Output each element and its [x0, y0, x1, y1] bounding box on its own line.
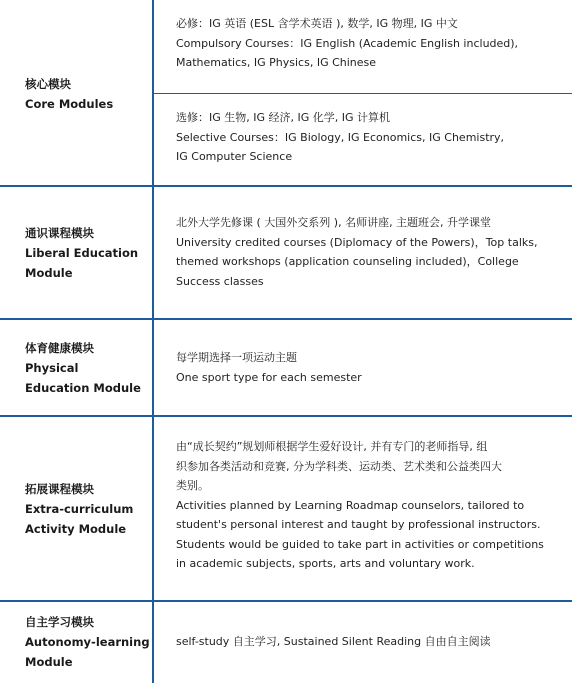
module-name-en: Module: [25, 266, 73, 280]
module-name-zh: 体育健康模块: [25, 341, 94, 355]
content-line: Students would be guided to take part in activities or competitions: [176, 537, 544, 551]
content-line: in academic subjects, sports, arts and voluntary work.: [176, 557, 475, 570]
module-name-en: Module: [25, 655, 73, 669]
content-line: 类别。: [176, 479, 209, 492]
module-name-zh: 通识课程模块: [25, 226, 94, 240]
content-line: 选修：IG 生物, IG 经济, IG 化学, IG 计算机: [176, 111, 391, 124]
module-content-extracurricular: [176, 437, 562, 574]
module-name-zh: 自主学习模块: [25, 615, 94, 629]
content-line: student's personal interest and taught by professional instructors.: [176, 518, 541, 531]
content-line: Success classes: [176, 274, 264, 288]
module-name-en: Physical: [25, 361, 79, 375]
content-line: 织参加各类活动和竞赛, 分为学科类、运动类、艺术类和公益类四大: [176, 459, 502, 473]
module-name-en: Activity Module: [25, 522, 127, 536]
module-label-liberal: [25, 223, 145, 283]
module-content-autonomy: [176, 632, 562, 652]
cell-divider: [154, 93, 572, 94]
content-line: self-study 自主学习, Sustained Silent Reading 自由自主阅读: [176, 635, 491, 648]
module-name-zh: 核心模块: [25, 77, 71, 91]
module-content-liberal: [176, 213, 562, 291]
row-divider: [0, 318, 572, 320]
module-name-en: Extra-curriculum: [25, 502, 134, 516]
column-divider: [152, 0, 154, 683]
row-divider: [0, 415, 572, 417]
module-name-en: Autonomy-learning: [25, 635, 150, 649]
module-name-en: Education Module: [25, 381, 141, 395]
content-line: Compulsory Courses：IG English (Academic English included),: [176, 36, 519, 50]
row-divider: [0, 600, 572, 602]
module-name-en: Core Modules: [25, 97, 114, 111]
module-content-physical: [176, 348, 562, 387]
content-line: 由“成长契约”规划师根据学生爱好设计, 并有专门的老师指导, 组: [176, 440, 488, 453]
module-name-en: Liberal Education: [25, 246, 139, 260]
module-content-selective: [176, 108, 562, 167]
content-line: Activities planned by Learning Roadmap counselors, tailored to: [176, 498, 525, 512]
module-content-compulsory: [176, 14, 562, 73]
content-line: University credited courses (Diplomacy of the Powers)，Top talks,: [176, 235, 538, 249]
content-line: Selective Courses：IG Biology, IG Economics, IG Chemistry,: [176, 130, 505, 144]
module-label-core: [25, 74, 145, 114]
row-divider: [0, 185, 572, 187]
content-line: One sport type for each semester: [176, 370, 362, 384]
module-label-autonomy: [25, 612, 150, 672]
module-name-zh: 拓展课程模块: [25, 482, 94, 496]
content-line: Mathematics, IG Physics, IG Chinese: [176, 56, 377, 69]
content-line: 北外大学先修课 ( 大国外交系列 ), 名师讲座, 主题班会, 升学课堂: [176, 216, 492, 229]
content-line: themed workshops (application counseling included)，College: [176, 255, 519, 268]
module-label-physical: [25, 338, 145, 398]
content-line: 必修：IG 英语 (ESL 含学术英语 ), 数学, IG 物理, IG 中文: [176, 17, 458, 30]
content-line: IG Computer Science: [176, 150, 293, 163]
content-line: 每学期选择一项运动主题: [176, 351, 297, 364]
module-label-extracurricular: [25, 479, 145, 539]
